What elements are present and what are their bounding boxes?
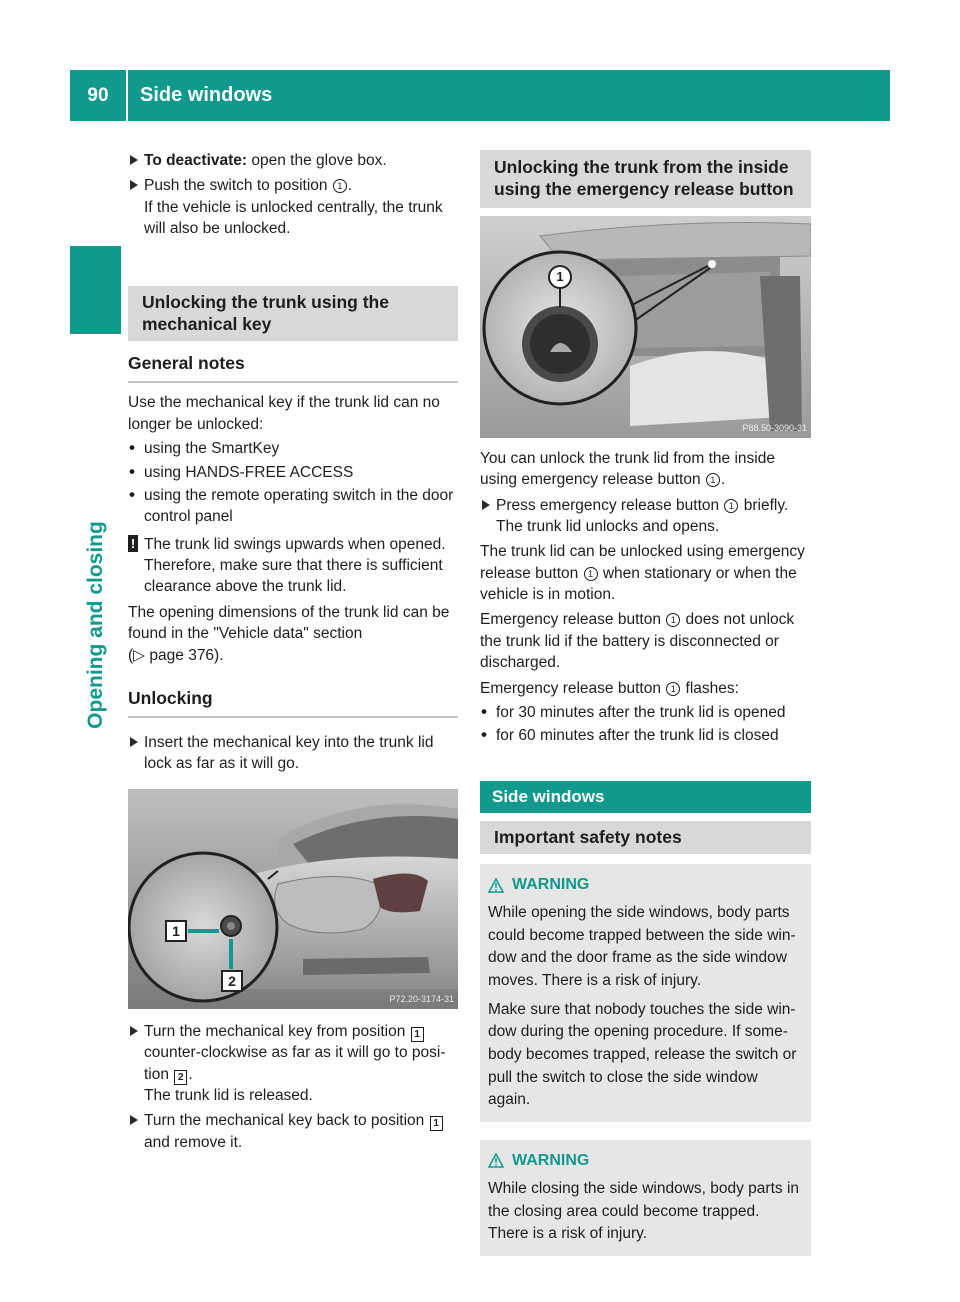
exclamation-icon: ! [128,535,138,552]
instruction-turn-key: Turn the mechanical key from position 1 counter-clockwise as far as it will go to posi-tion 2 . The trunk lid is released. [128,1021,458,1107]
marker-circle-1: 1 [724,499,738,513]
marker-circle-1: 1 [666,613,680,627]
section-title-mechanical-key: Unlocking the trunk using the mechanical key [128,286,458,342]
emergency-release-illustration [480,216,811,438]
instruction-insert-key: Insert the mechanical key into the trunk lid lock as far as it will go. [128,732,458,775]
page-reference-link[interactable]: page 376). [149,646,224,664]
page-ref-arrow: (▷ [128,646,146,664]
section-title-side-windows: Side windows [480,781,811,813]
marker-square-2: 2 [174,1070,187,1085]
intro-emergency: You can unlock the trunk lid from the inside using emergency release button 1 . [480,449,775,489]
general-intro: Use the mechanical key if the trunk lid can no longer be unlocked: [128,394,440,433]
warning-text: While opening the side windows, body parts could become trapped between the side win-dow and the door frame as the side window moves. There is a risk of injury. [488,904,796,990]
list-item: • using HANDS-FREE ACCESS [128,462,458,483]
chapter-tab [70,246,121,334]
left-column [128,150,458,1157]
subheading-general-notes: General notes [128,351,458,383]
header-divider [126,70,128,121]
paragraph-battery: Emergency release button 1 does not unlock the trunk lid if the battery is disconnected or discharged. [480,611,795,672]
marker-circle-1: 1 [584,567,598,581]
marker-circle-1: 1 [666,682,680,696]
marker-square-1: 1 [430,1116,443,1131]
trunk-lock-illustration [128,789,458,1009]
warning-box-closing [480,1140,811,1256]
list-item: • using the remote operating switch in the door control panel [128,485,458,528]
marker-circle-1: 1 [706,473,720,487]
list-item: • for 30 minutes after the trunk lid is opened [480,702,811,723]
warning-text: Make sure that nobody touches the side win-dow during the opening procedure. If some-body becomes trapped, release the switch or pull the switch to close the side window again. [488,1000,797,1109]
warning-text: While closing the side windows, body parts in the closing area could become trapped. There is a risk of injury. [488,1179,800,1243]
section-title-safety-notes: Important safety notes [480,821,811,854]
instruction-deactivate: To deactivate: open the glove box. [128,150,458,171]
paragraph-flashes: Emergency release button 1 flashes: [480,679,739,697]
instruction-push-switch: Push the switch to position 1 . If the vehicle is unlocked centrally, the trunk will also be unlocked. [128,175,458,239]
page-number: 90 [87,85,109,106]
warning-triangle-icon [488,878,504,893]
chapter-label: Opening and closing [83,521,107,729]
warning-heading: WARNING [488,874,803,896]
paragraph-stationary: The trunk lid can be unlocked using emergency release button 1 when stationary or when the vehicle is in motion. [480,543,805,604]
page-title: Side windows [140,84,273,106]
photo-square-1: 1 [172,922,180,939]
warning-heading: WARNING [488,1150,803,1172]
marker-circle-1: 1 [333,179,347,193]
warning-triangle-icon [488,1153,504,1168]
instruction-press-button: Press emergency release button 1 briefly. The trunk lid unlocks and opens. [480,495,811,538]
photo-square-2: 2 [228,972,236,989]
list-item: • using the SmartKey [128,438,458,459]
section-title-emergency-release: Unlocking the trunk from the inside using the emergency release button [480,150,811,208]
right-column [480,150,811,1256]
marker-square-1: 1 [411,1027,424,1042]
note-trunk-swing: ! The trunk lid swings upwards when opened. Therefore, make sure that there is sufficient clearance above the trunk lid. [128,534,458,598]
photo-code: P88.50-3090-31 [742,423,807,434]
dimensions-text: The opening dimensions of the trunk lid can be found in the "Vehicle data" section (▷ page 376). [128,603,450,664]
photo-circle-1: 1 [556,268,564,284]
page-header [70,70,890,121]
subheading-unlocking: Unlocking [128,686,458,718]
photo-trunk-lock [128,789,458,1009]
photo-code: P72.20-3174-31 [389,994,454,1005]
instruction-turn-back: Turn the mechanical key back to position 1 and remove it. [128,1110,458,1153]
list-item: • for 60 minutes after the trunk lid is closed [480,725,811,746]
photo-emergency-release [480,216,811,438]
warning-box-opening [480,864,811,1122]
